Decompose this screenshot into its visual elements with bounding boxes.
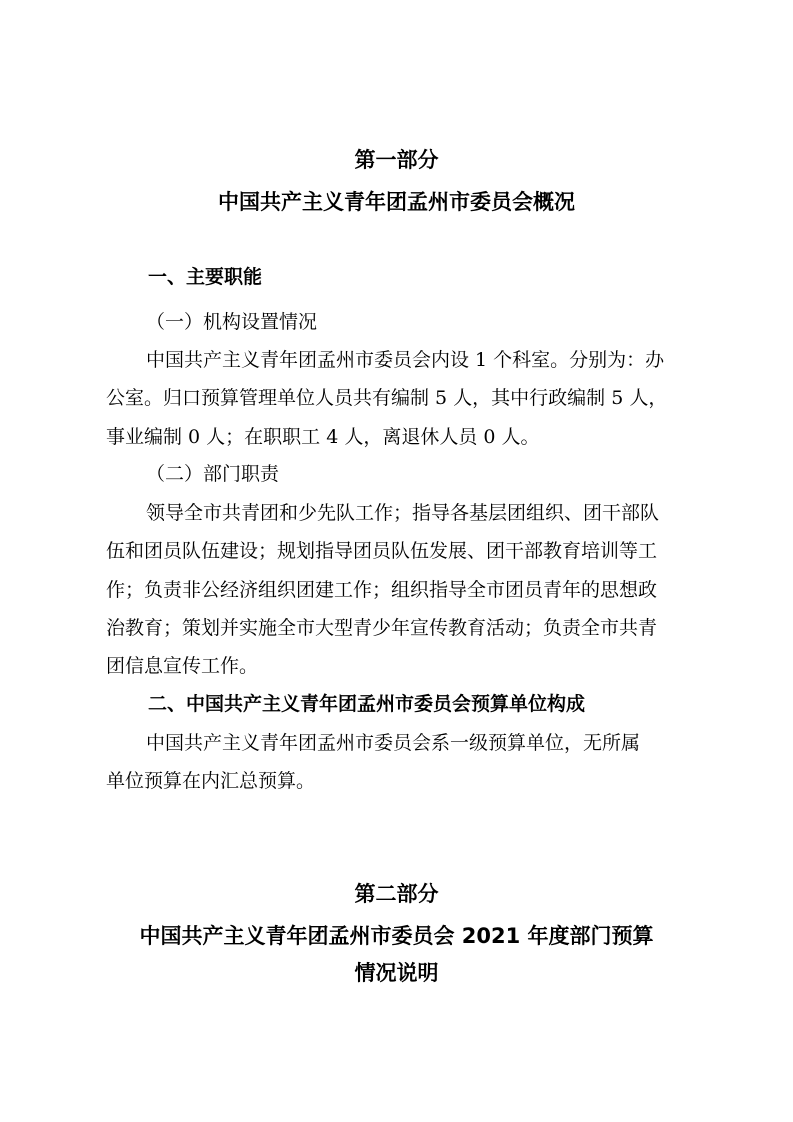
- paragraph-line: 公室。归口预算管理单位人员共有编制 5 人，其中行政编制 5 人，: [106, 387, 668, 409]
- part-two-subtitle: 中国共产主义青年团孟州市委员会 2021 年度部门预算: [139, 924, 654, 948]
- subsection-one-heading: （一）机构设置情况: [146, 311, 318, 333]
- paragraph-line: 中国共产主义青年团孟州市委员会系一级预算单位，无所属: [146, 732, 641, 754]
- paragraph-line: 中国共产主义青年团孟州市委员会内设 1 个科室。分别为：办: [146, 349, 665, 371]
- paragraph-line: 伍和团员队伍建设；规划指导团员队伍发展、团干部教育培训等工: [106, 540, 658, 562]
- section-one-heading: 一、主要职能: [148, 266, 263, 288]
- part-two-subtitle-continued: 情况说明: [354, 961, 439, 985]
- paragraph-line: 作；负责非公经济组织团建工作；组织指导全市团员青年的思想政: [106, 579, 658, 601]
- paragraph-line: 单位预算在内汇总预算。: [106, 770, 316, 792]
- part-one-title: 第一部分: [354, 148, 439, 172]
- subsection-two-heading: （二）部门职责: [146, 463, 280, 485]
- part-one-subtitle: 中国共产主义青年团孟州市委员会概况: [218, 190, 575, 214]
- paragraph-line: 团信息宣传工作。: [106, 655, 259, 677]
- paragraph-line: 领导全市共青团和少先队工作；指导各基层团组织、团干部队: [146, 502, 660, 524]
- paragraph-line: 治教育；策划并实施全市大型青少年宣传教育活动；负责全市共青: [106, 617, 658, 639]
- part-two-title: 第二部分: [354, 882, 439, 906]
- section-two-heading: 二、中国共产主义青年团孟州市委员会预算单位构成: [148, 693, 586, 715]
- paragraph-line: 事业编制 0 人；在职职工 4 人，离退休人员 0 人。: [106, 426, 540, 448]
